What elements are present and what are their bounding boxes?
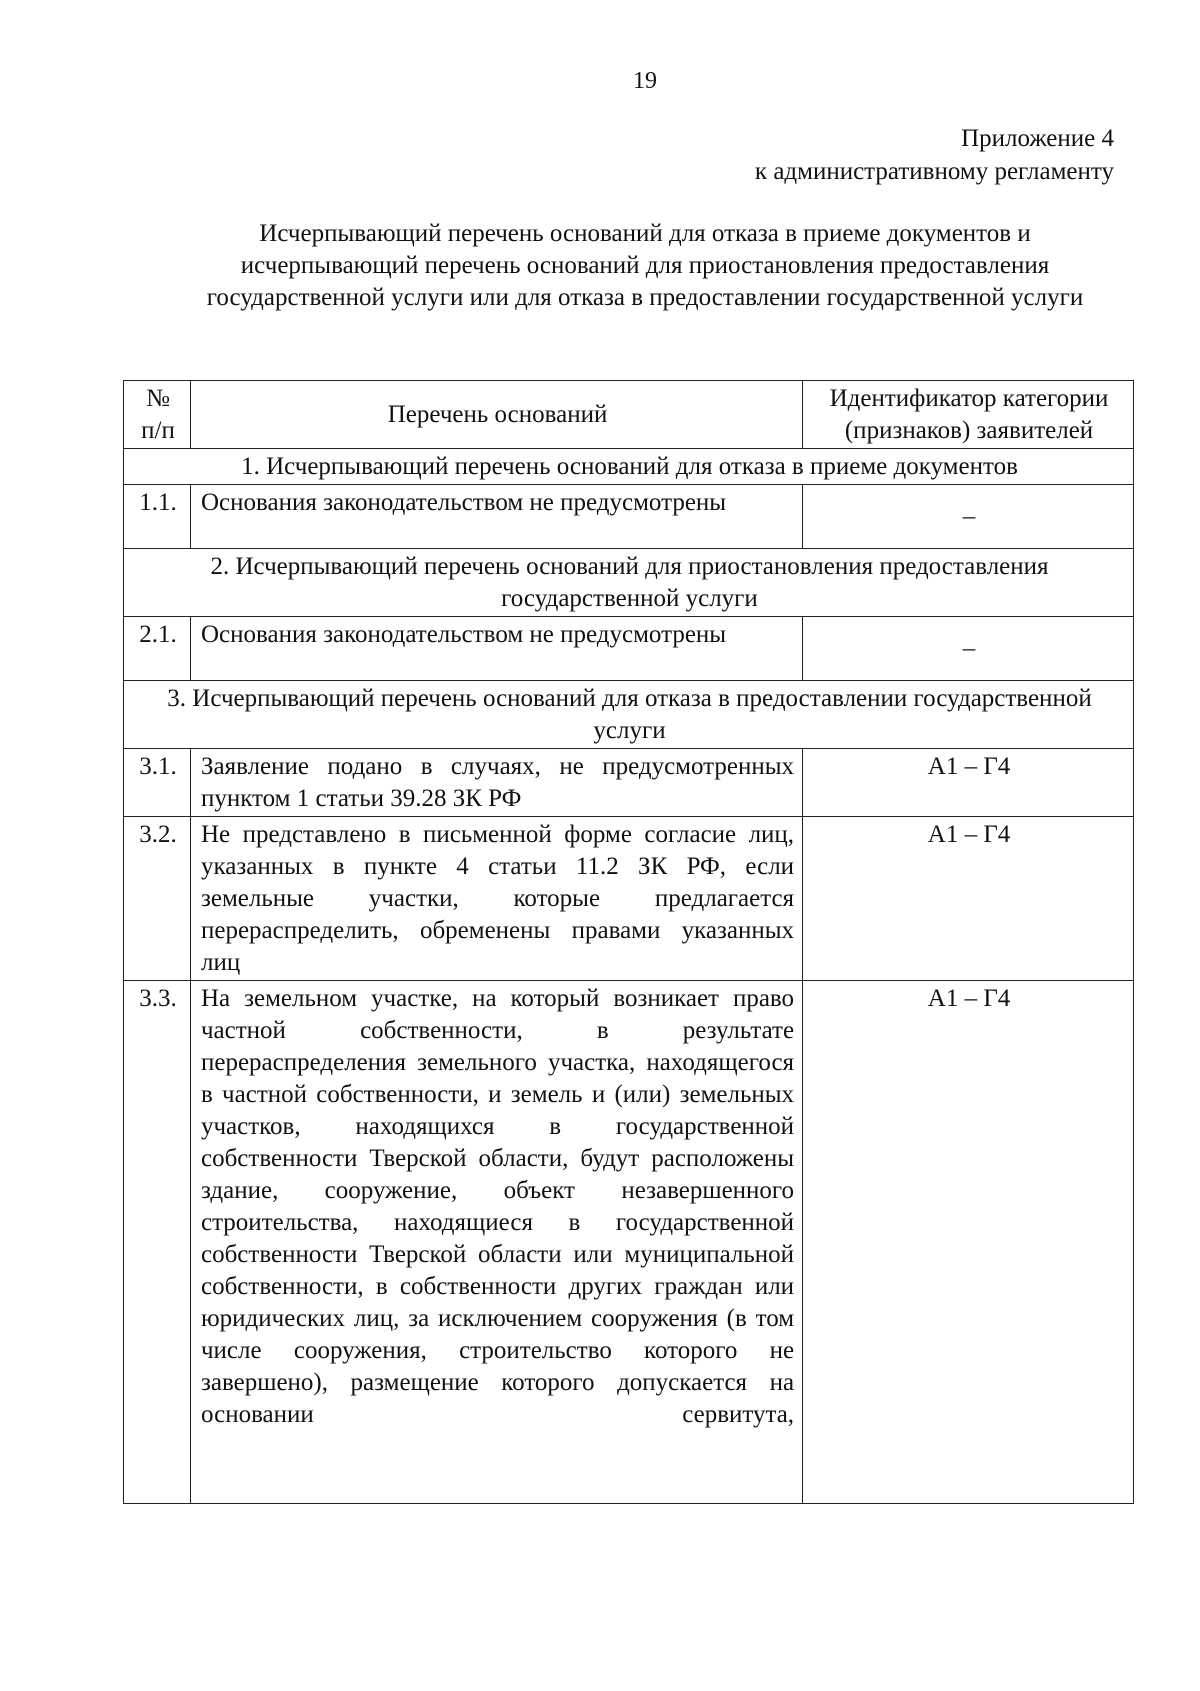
section-title-1: 1. Исчерпывающий перечень оснований для отказа в приеме документов — [124, 449, 1134, 485]
row-identifier: А1 – Г4 — [803, 981, 1134, 1504]
appendix-reference — [755, 122, 1114, 188]
table-row — [124, 485, 1134, 549]
document-title: Исчерпывающий перечень оснований для отказа в приеме документов и исчерпывающий перечень оснований для приостановления предоставления государственной услуги или для отказа в предоставлении государственной услуги — [206, 220, 1084, 311]
row-grounds-text: На земельном участке, на который возникает право частной собственности, в результате перераспределения земельного участка, находящегося в частной собственности, и земель и (или) земельных участков, находящихся в государственной собственности Тверской области, будут расположены здание, сооружение, объект незавершенного строительства, находящиеся в государственной собственности Тверской области или муниципальной собственности, в собственности других граждан или юридических лиц, за исключением сооружения (в том числе сооружения, строительство которого не завершено), размещение которого допускается на основании сервитута, — [190, 981, 802, 1504]
table-row — [124, 981, 1134, 1504]
row-grounds-text: Основания законодательством не предусмотрены — [190, 485, 802, 549]
row-grounds-text: Не представлено в письменной форме согласие лиц, указанных в пункте 4 статьи 11.2 ЗК РФ, если земельные участки, которые предлагается перераспределить, обременены правами указанных лиц — [190, 817, 802, 981]
appendix-line-2: к административному регламенту — [754, 158, 1114, 185]
section-row — [124, 681, 1134, 749]
header-grounds: Перечень оснований — [190, 381, 802, 449]
row-identifier: А1 – Г4 — [803, 817, 1134, 981]
section-title-2: 2. Исчерпывающий перечень оснований для приостановления предоставления государственной услуги — [124, 549, 1134, 617]
table-row — [124, 817, 1134, 981]
table-row — [124, 617, 1134, 681]
page-number: 19 — [633, 68, 657, 94]
row-identifier: – — [803, 617, 1134, 681]
header-number: № п/п — [124, 381, 191, 449]
appendix-line-1: Приложение 4 — [961, 125, 1114, 152]
row-identifier: – — [803, 485, 1134, 549]
table-row — [124, 749, 1134, 817]
header-identifier: Идентификатор категории (признаков) заявителей — [803, 381, 1134, 449]
row-number: 3.1. — [124, 749, 191, 817]
row-grounds-text: Основания законодательством не предусмотрены — [190, 617, 802, 681]
section-row — [124, 549, 1134, 617]
row-grounds-text: Заявление подано в случаях, не предусмотренных пунктом 1 статьи 39.28 ЗК РФ — [190, 749, 802, 817]
row-identifier: А1 – Г4 — [803, 749, 1134, 817]
grounds-table — [123, 380, 1134, 1504]
row-number: 3.2. — [124, 817, 191, 981]
row-number: 1.1. — [124, 485, 191, 549]
row-number: 2.1. — [124, 617, 191, 681]
row-number: 3.3. — [124, 981, 191, 1504]
section-row — [124, 449, 1134, 485]
section-title-3: 3. Исчерпывающий перечень оснований для отказа в предоставлении государственной услуги — [124, 681, 1134, 749]
table-header-row — [124, 381, 1134, 449]
